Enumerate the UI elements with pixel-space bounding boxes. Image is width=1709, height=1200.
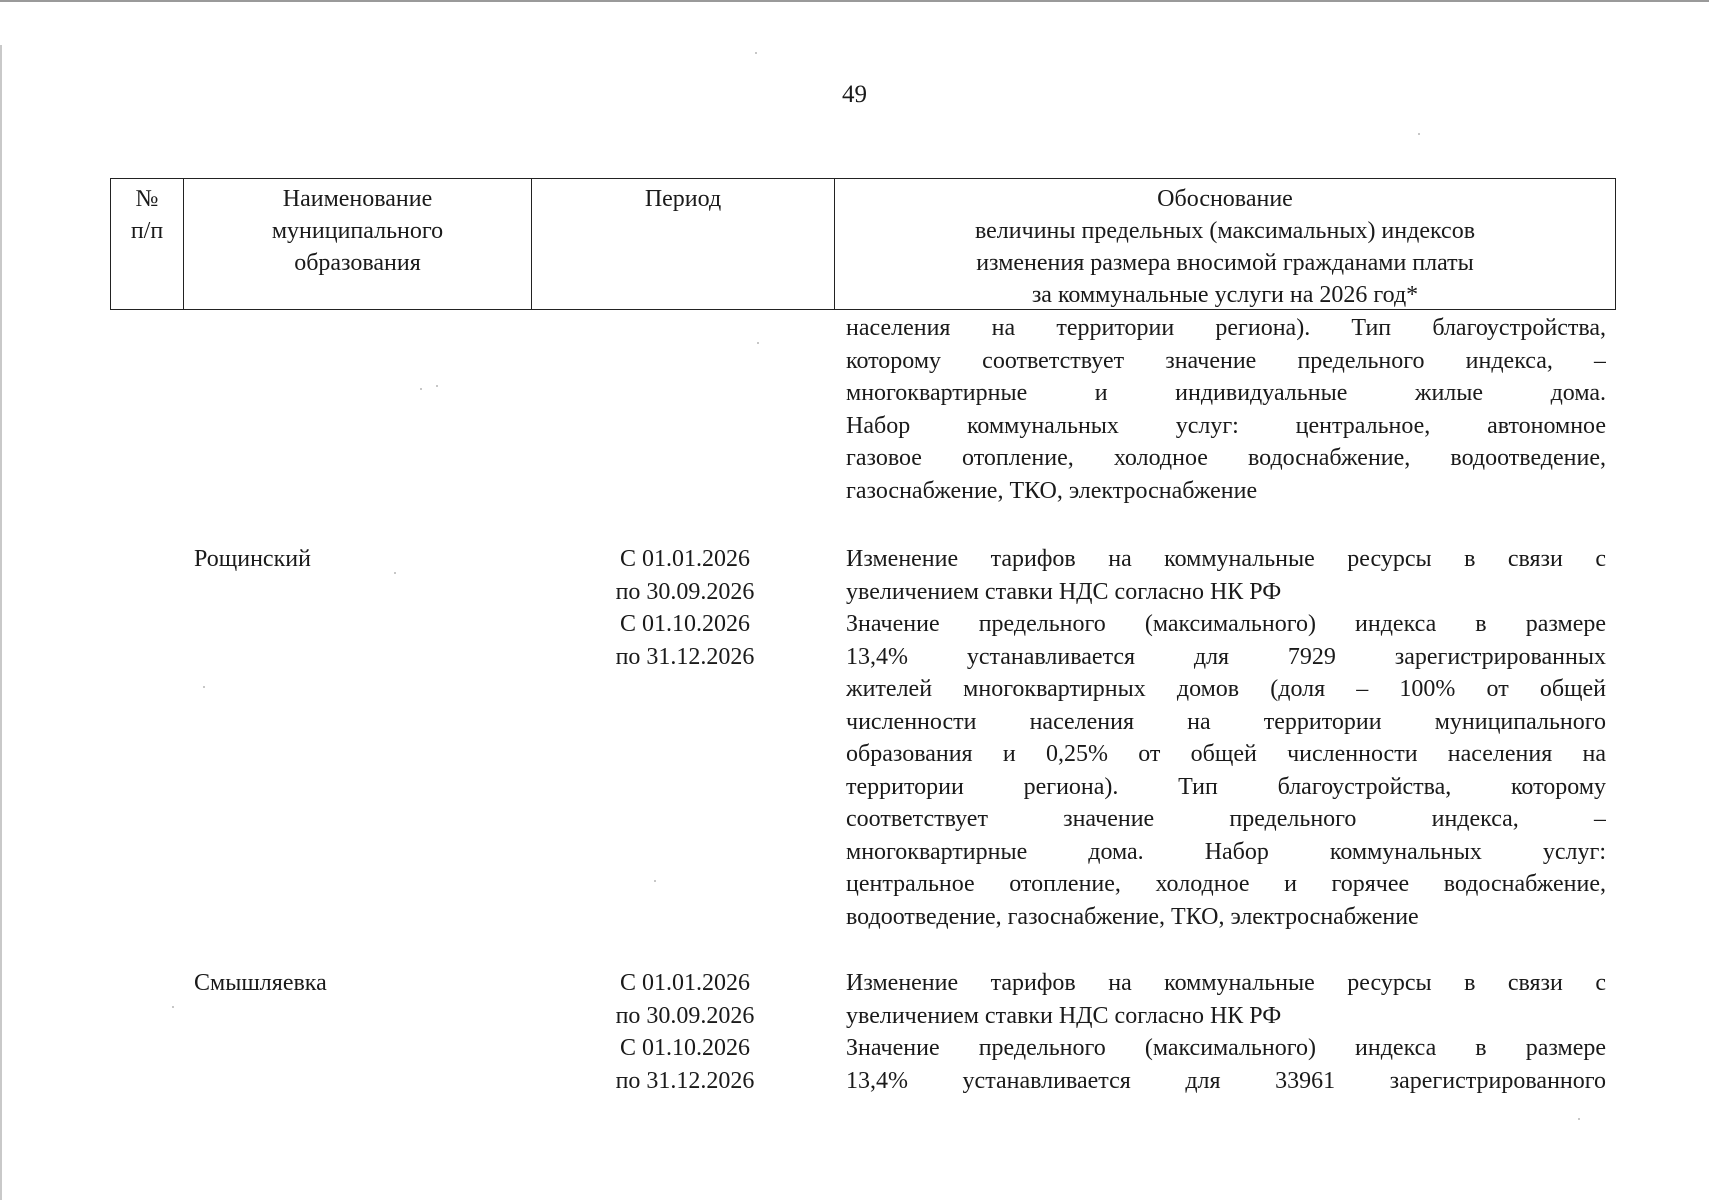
header-num-line: п/п bbox=[130, 218, 164, 244]
scan-left-edge bbox=[0, 45, 2, 1200]
period-line: С 01.01.2026 bbox=[619, 546, 750, 572]
header-name-line: образования bbox=[294, 250, 421, 276]
scan-speck bbox=[654, 880, 656, 882]
scan-speck bbox=[1578, 1118, 1580, 1120]
header-basis-line: величины предельных (максимальных) индексов bbox=[974, 218, 1476, 244]
scan-speck bbox=[757, 342, 759, 344]
text-line: многоквартирные дома. Набор коммунальных услуг: bbox=[846, 838, 1606, 865]
period-line: С 01.10.2026 bbox=[619, 1035, 750, 1061]
row-basis-smyshlyaevka bbox=[846, 967, 1606, 1097]
scan-speck bbox=[394, 572, 396, 574]
text-line: газовое отопление, холодное водоснабжение, водоотведение, bbox=[846, 445, 1606, 471]
page-number: 49 bbox=[842, 81, 867, 108]
text-line: центральное отопление, холодное и горячее водоснабжение, bbox=[846, 871, 1606, 897]
text-line: Значение предельного (максимального) индекса в размере bbox=[846, 1035, 1606, 1061]
text-line: 13,4% устанавливается для 33961 зарегистрированного bbox=[846, 1067, 1606, 1094]
text-line: численности населения на территории муниципального bbox=[846, 708, 1606, 735]
text-line: 13,4% устанавливается для 7929 зарегистрированных bbox=[846, 643, 1606, 670]
period-line: по 30.09.2026 bbox=[615, 578, 755, 605]
scan-speck bbox=[172, 1006, 174, 1008]
row-name-smyshlyaevka: Смышляевка bbox=[194, 970, 327, 996]
continuation-text bbox=[846, 312, 1606, 507]
header-basis-line: за коммунальные услуги на 2026 год* bbox=[1031, 282, 1419, 308]
period-line: С 01.10.2026 bbox=[619, 611, 750, 637]
header-name-cell bbox=[184, 179, 532, 309]
scan-top-edge bbox=[0, 0, 1709, 2]
header-period-line: Период bbox=[644, 186, 722, 212]
scan-speck bbox=[203, 686, 205, 688]
row-name-roshchinsky: Рощинский bbox=[194, 546, 311, 572]
text-line: газоснабжение, ТКО, электроснабжение bbox=[846, 477, 1258, 504]
row-basis-roshchinsky bbox=[846, 543, 1606, 933]
period-line: по 31.12.2026 bbox=[615, 1067, 755, 1094]
row-period-roshchinsky bbox=[555, 543, 815, 673]
header-num-line: № bbox=[135, 186, 159, 212]
header-num-cell bbox=[111, 179, 184, 309]
text-line: Изменение тарифов на коммунальные ресурсы в связи с bbox=[846, 546, 1606, 572]
table-header bbox=[110, 178, 1616, 310]
text-line: территории региона). Тип благоустройства, которому bbox=[846, 773, 1606, 800]
header-name-line: муниципального bbox=[271, 218, 444, 244]
text-line: Значение предельного (максимального) индекса в размере bbox=[846, 611, 1606, 637]
header-basis-cell bbox=[835, 179, 1615, 309]
text-line: образования и 0,25% от общей численности населения на bbox=[846, 741, 1606, 767]
text-line: соответствует значение предельного индекса, – bbox=[846, 806, 1606, 832]
text-line: Набор коммунальных услуг: центральное, автономное bbox=[846, 412, 1606, 439]
row-period-smyshlyaevka bbox=[555, 967, 815, 1097]
header-period-cell bbox=[532, 179, 835, 309]
text-line: жителей многоквартирных домов (доля – 100% от общей bbox=[846, 676, 1606, 702]
scan-speck bbox=[1418, 133, 1420, 135]
text-line: увеличением ставки НДС согласно НК РФ bbox=[846, 578, 1282, 605]
text-line: многоквартирные и индивидуальные жилые дома. bbox=[846, 380, 1606, 406]
scan-speck bbox=[420, 388, 422, 390]
text-line: Изменение тарифов на коммунальные ресурсы в связи с bbox=[846, 970, 1606, 996]
text-line: населения на территории региона). Тип благоустройства, bbox=[846, 315, 1606, 341]
header-name-line: Наименование bbox=[282, 186, 433, 212]
period-line: по 30.09.2026 bbox=[615, 1002, 755, 1029]
period-line: С 01.01.2026 bbox=[619, 970, 750, 996]
period-line: по 31.12.2026 bbox=[615, 643, 755, 670]
text-line: водоотведение, газоснабжение, ТКО, электроснабжение bbox=[846, 903, 1419, 930]
text-line: увеличением ставки НДС согласно НК РФ bbox=[846, 1002, 1282, 1029]
scan-speck bbox=[436, 385, 438, 387]
header-basis-line: изменения размера вносимой гражданами платы bbox=[976, 250, 1474, 276]
text-line: которому соответствует значение предельного индекса, – bbox=[846, 347, 1606, 374]
header-basis-line: Обоснование bbox=[1157, 186, 1293, 212]
scan-speck bbox=[755, 52, 757, 54]
